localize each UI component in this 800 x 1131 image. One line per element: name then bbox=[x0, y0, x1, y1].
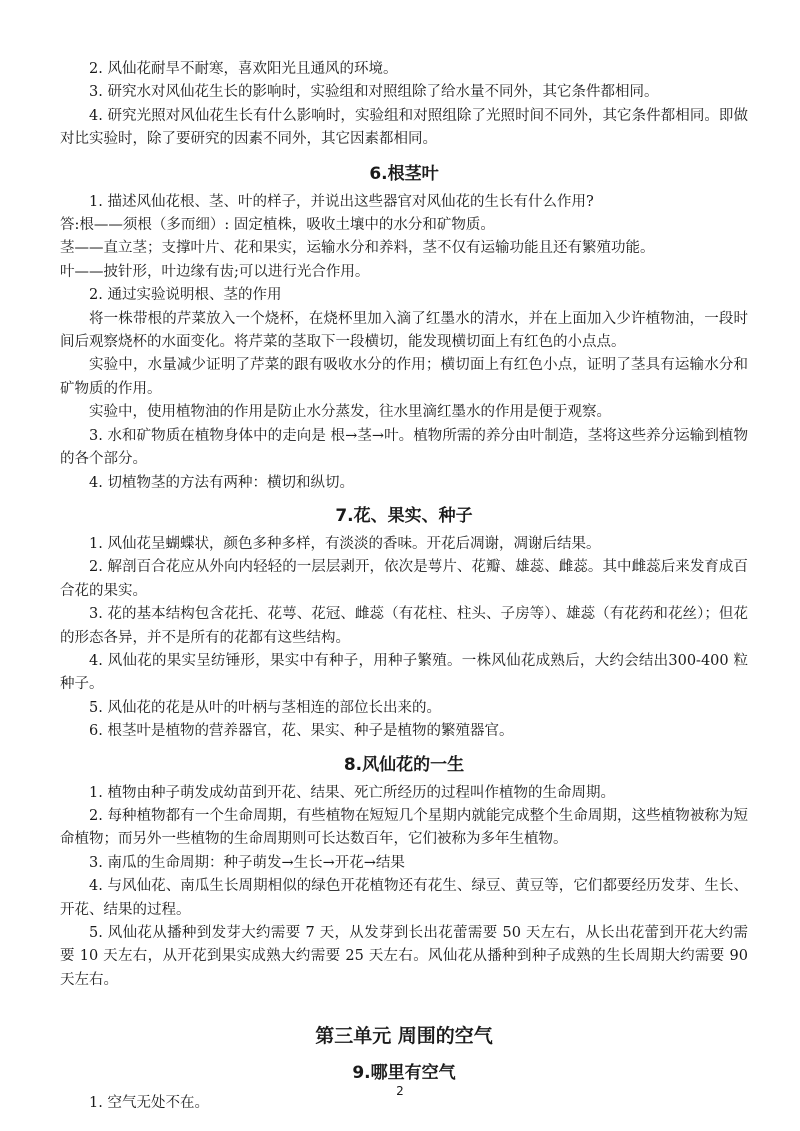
paragraph: 实验中，使用植物油的作用是防止水分蒸发，往水里滴红墨水的作用是便于观察。 bbox=[89, 404, 611, 421]
paragraph: 5. 风仙花从播种到发芽大约需要 7 天，从发芽到长出花蕾需要 50 天左右，从长出花蕾到开花大约需要 10 天左右，从开花到果实成熟大约需要 25 天左右。风仙花从播种到种子成熟的生长周期大约需要 90 天左右。 bbox=[60, 925, 748, 988]
paragraph: 将一株带根的芹菜放入一个烧杯，在烧杯里加入滴了红墨水的清水，并在上面加入少许植物油，一段时间后观察烧杯的水面变化。将芹菜的茎取下一段横切，能发现横切面上有红色的小点点。 bbox=[60, 310, 748, 351]
paragraph: 4. 风仙花的果实呈纺锤形，果实中有种子，用种子繁殖。一株风仙花成熟后，大约会结出300-400 粒种子。 bbox=[60, 652, 748, 693]
paragraph: 答:根——须根（多而细）: 固定植株，吸收土壤中的水分和矿物质。 bbox=[60, 217, 495, 234]
section-heading-7: 7.花、果实、种子 bbox=[335, 505, 473, 526]
paragraph: 实验中，水量减少证明了芹菜的跟有吸收水分的作用；横切面上有红色小点，证明了茎具有运输水分和矿物质的作用。 bbox=[60, 357, 748, 397]
section-heading-9: 9.哪里有空气 bbox=[352, 1063, 456, 1084]
page-number: 2 bbox=[396, 1084, 404, 1098]
paragraph: 1. 植物由种子萌发成幼苗到开花、结果、死亡所经历的过程叫作植物的生命周期。 bbox=[89, 784, 615, 801]
section-heading-6: 6.根茎叶 bbox=[369, 163, 439, 184]
paragraph: 4. 切植物茎的方法有两种：横切和纵切。 bbox=[89, 474, 354, 491]
paragraph: 5. 风仙花的花是从叶的叶柄与茎相连的部位长出来的。 bbox=[89, 699, 441, 716]
paragraph: 3. 研究水对风仙花生长的影响时，实验组和对照组除了给水量不同外，其它条件都相同。 bbox=[89, 84, 659, 101]
paragraph: 1. 空气无处不在。 bbox=[89, 1095, 209, 1112]
section-heading-8: 8.风仙花的一生 bbox=[343, 754, 465, 775]
paragraph: 4. 与风仙花、南瓜生长周期相似的绿色开花植物还有花生、绿豆、黄豆等，它们都要经历发芽、生长、开花、结果的过程。 bbox=[60, 878, 748, 918]
paragraph: 2. 通过实验说明根、茎的作用 bbox=[89, 287, 282, 304]
paragraph: 叶——披针形，叶边缘有齿;可以进行光合作用。 bbox=[60, 263, 370, 280]
paragraph: 1. 描述风仙花根、茎、叶的样子，并说出这些器官对风仙花的生长有什么作用? bbox=[89, 193, 594, 210]
paragraph: 茎——直立茎；支撑叶片、花和果实，运输水分和养料，茎不仅有运输功能且还有繁殖功能。 bbox=[60, 240, 655, 257]
paragraph: 3. 南瓜的生命周期：种子萌发→生长→开花→结果 bbox=[89, 854, 405, 871]
paragraph: 3. 花的基本结构包含花托、花萼、花冠、雌蕊（有花柱、柱头、子房等）、雄蕊（有花药和花丝）；但花的形态各异，并不是所有的花都有这些结构。 bbox=[60, 606, 748, 646]
paragraph: 1. 风仙花呈蝴蝶状，颜色多种多样，有淡淡的香味。开花后凋谢，凋谢后结果。 bbox=[89, 535, 601, 552]
paragraph: 4. 研究光照对风仙花生长有什么影响时，实验组和对照组除了光照时间不同外，其它条件都相同。即做对比实验时，除了要研究的因素不同外，其它因素都相同。 bbox=[60, 107, 748, 148]
paragraph: 2. 风仙花耐旱不耐寒，喜欢阳光且通风的环境。 bbox=[89, 61, 398, 77]
paragraph: 6. 根茎叶是植物的营养器官，花、果实、种子是植物的繁殖器官。 bbox=[89, 723, 514, 740]
unit-heading: 第三单元 周围的空气 bbox=[315, 1025, 493, 1048]
paragraph: 3. 水和矿物质在植物身体中的走向是 根→茎→叶。植物所需的养分由叶制造，茎将这些养分运输到植物的各个部分。 bbox=[60, 427, 748, 468]
paragraph: 2. 每种植物都有一个生命周期，有些植物在短短几个星期内就能完成整个生命周期，这些植物被称为短命植物；而另外一些植物的生命周期则可长达数百年，它们被称为多年生植物。 bbox=[60, 807, 748, 848]
document-page bbox=[60, 58, 748, 1116]
paragraph: 2. 解剖百合花应从外向内轻轻的一层层剥开，依次是萼片、花瓣、雄蕊、雌蕊。其中雌蕊后来发育成百合花的果实。 bbox=[60, 559, 748, 599]
